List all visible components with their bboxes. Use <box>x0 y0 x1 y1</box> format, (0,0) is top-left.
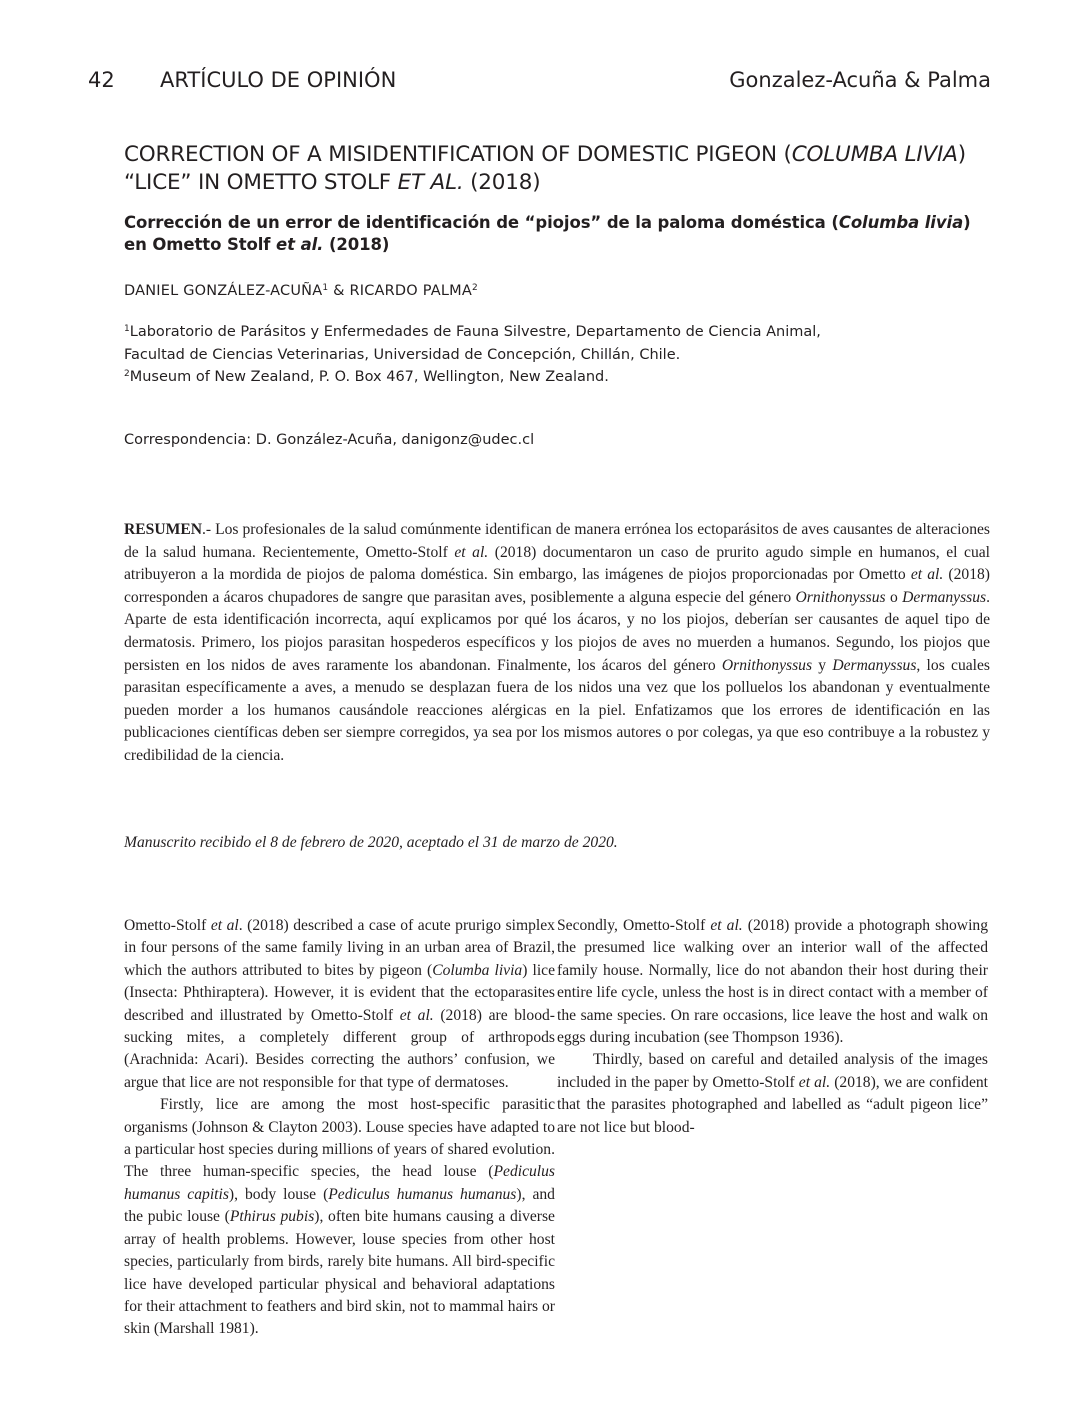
subtitle-species: Columba livia <box>838 213 964 232</box>
affiliation-text: Museum of New Zealand, P. O. Box 467, Wellington, New Zealand. <box>129 369 609 385</box>
body-etal: et al <box>210 917 239 934</box>
affiliation-mark: 2 <box>124 369 130 379</box>
abstract-genus: Dermanyssus <box>902 588 987 606</box>
body-etal: et al. <box>798 1073 831 1091</box>
abstract-text: . Aparte de esta identificación incorrecta, aquí explicamos por qué los ácaros, y no los piojos, deberían ser causantes de aquel tipo de dermatosis. Primero, los piojos parasitan hospederos específicos y los piojos de aves no muerden a humanos. Segundo, los piojos que persisten en los nidos de aves raramente los abandonan. Finalmente, los ácaros del género <box>124 588 991 674</box>
body-species: Pediculus humanus capitis <box>124 1163 555 1203</box>
author-separator: & <box>328 283 350 299</box>
abstract-genus: Ornithonyssus <box>795 588 886 606</box>
paper-subtitle <box>124 212 984 256</box>
affiliations <box>124 321 984 389</box>
body-etal: et al. <box>710 917 743 934</box>
affiliation-text: Laboratorio de Parásitos y Enfermedades de Fauna Silvestre, Departamento de Ciencia Animal, <box>129 324 821 340</box>
body-text: Ometto-Stolf <box>124 917 211 934</box>
body-text: ) lice (Insecta: Phthiraptera). However, it is evident that the ectoparasites described and illustrated by Ometto-Stolf <box>124 961 555 1024</box>
header-left <box>88 68 396 92</box>
body-column-right <box>557 915 988 1139</box>
body-text: Thirdly, based on careful and detailed analysis of the images included in the paper by Ometto-Stolf <box>557 1051 988 1091</box>
affiliation-mark: 1 <box>322 283 329 293</box>
body-text: Secondly, Ometto-Stolf <box>557 917 711 934</box>
affiliation-1 <box>124 321 984 344</box>
abstract-text: o <box>885 588 903 606</box>
body-text: ), often bite humans causing a diverse array of health problems. However, louse species from other host species, particularly from birds, rarely bite humans. All bird-specific lice have developed particular physical and behavioral adaptations for their attachment to feathers and bird skin, not to mammal hairs or skin (Marshall 1981). <box>124 1208 555 1338</box>
body-text: (2018) provide a photograph showing the presumed lice walking over an interior wall of the affected family house. Normally, lice do not abandon their host during their entire life cycle, unless the host is in direct contact with a member of the same species. On rare occasions, lice leave the host and walk on eggs during incubation (see Thompson 1936). <box>557 917 988 1047</box>
body-species: Pediculus humanus humanus <box>328 1185 517 1203</box>
body-column-left <box>124 915 555 1341</box>
section-label: ARTÍCULO DE OPINIÓN <box>160 68 397 92</box>
body-paragraph <box>557 915 988 1049</box>
page-number: 42 <box>88 68 115 92</box>
body-text: Firstly, lice are among the most host-specific parasitic organisms (Johnson & Clayton 2003). Louse species have adapted to a particular host species during millions of years of shared evolution. The three human-specific species, the head louse ( <box>124 1096 555 1181</box>
abstract-genus: Ornithonyssus <box>721 656 813 674</box>
body-text: (2018), we are confident that the parasites photographed and labelled as “adult pigeon lice” are not lice but blood- <box>557 1073 988 1136</box>
subtitle-etal: et al. <box>276 235 324 254</box>
paper-title <box>124 141 984 197</box>
body-paragraph <box>557 1049 988 1139</box>
received-note: Manuscrito recibido el 8 de febrero de 2020, aceptado el 31 de marzo de 2020. <box>124 834 618 851</box>
affiliation-1-cont: Facultad de Ciencias Veterinarias, Universidad de Concepción, Chillán, Chile. <box>124 346 681 363</box>
body-species: Pthirus pubis <box>229 1208 315 1226</box>
abstract-etal: et al. <box>454 543 489 561</box>
author-list <box>124 283 478 299</box>
subtitle-text: ) en Ometto Stolf <box>124 213 971 254</box>
abstract-genus: Dermanyssus <box>832 656 917 674</box>
abstract-label: RESUMEN <box>124 521 202 538</box>
header-authors: Gonzalez-Acuña & Palma <box>729 68 991 92</box>
abstract <box>124 519 990 768</box>
abstract-text: (2018) documentaron un caso de prurito agudo simple en humanos, el cual atribuyeron a la mordida de piojos de paloma doméstica. Sin embargo, las imágenes de piojos proporcionadas por Ometto <box>124 543 990 584</box>
affiliation-mark: 1 <box>124 324 130 334</box>
affiliation-mark: 2 <box>471 283 478 293</box>
body-etal: et al. <box>399 1006 434 1024</box>
subtitle-text: (2018) <box>323 235 390 254</box>
title-text: (2018) <box>463 170 541 195</box>
abstract-text: , los cuales parasitan específicamente a aves, a menudo se desplazan fuera de los nidos una vez que los polluelos los abandonan y eventualmente pueden morder a los humanos causándole reacciones alérgicas en la piel. Enfatizamos que los errores de identificación en las publicaciones científicas deben ser siempre corregidos, ya sea por los mismos autores o por colegas, ya que eso contribuye a la robustez y credibilidad de la ciencia. <box>124 656 990 764</box>
body-species: Columba livia <box>432 961 523 979</box>
body-paragraph <box>124 915 555 1094</box>
abstract-etal: et al. <box>910 566 944 584</box>
affiliation-2 <box>124 366 984 389</box>
body-paragraph <box>124 1094 555 1340</box>
author-name: DANIEL GONZÁLEZ-ACUÑA <box>124 283 323 299</box>
title-text: CORRECTION OF A MISIDENTIFICATION OF DOMESTIC PIGEON ( <box>124 142 792 167</box>
subtitle-text: Corrección de un error de identificación de “piojos” de la paloma doméstica ( <box>124 213 839 232</box>
running-header <box>88 68 991 98</box>
title-etal: ET AL. <box>397 170 464 195</box>
title-species: COLUMBA LIVIA <box>791 142 958 167</box>
body-text: ), and the pubic louse ( <box>124 1185 555 1226</box>
abstract-text: (2018) corresponden a ácaros chupadores de sangre que parasitan aves, posiblemente a alguna especie del género <box>124 566 990 606</box>
author-name: RICARDO PALMA <box>349 283 472 299</box>
abstract-text: .- Los profesionales de la salud comúnmente identifican de manera errónea los ectoparásitos de aves causantes de alteraciones de la salud humana. Recientemente, Ometto-Stolf <box>124 521 990 561</box>
body-text: (2018) are blood-sucking mites, a completely different group of arthropods (Arachnida: Acari). Besides correcting the authors’ confusion, we argue that lice are not responsible for that type of dermatoses. <box>124 1006 555 1091</box>
abstract-text: y <box>812 656 833 674</box>
body-text: . (2018) described a case of acute prurigo simplex in four persons of the same family living in an urban area of Brazil, which the authors attributed to bites by pigeon ( <box>124 917 555 979</box>
title-text: ) “LICE” IN OMETTO STOLF <box>124 142 966 195</box>
correspondence: Correspondencia: D. González-Acuña, danigonz@udec.cl <box>124 432 535 448</box>
body-text: ), body louse ( <box>228 1185 329 1203</box>
